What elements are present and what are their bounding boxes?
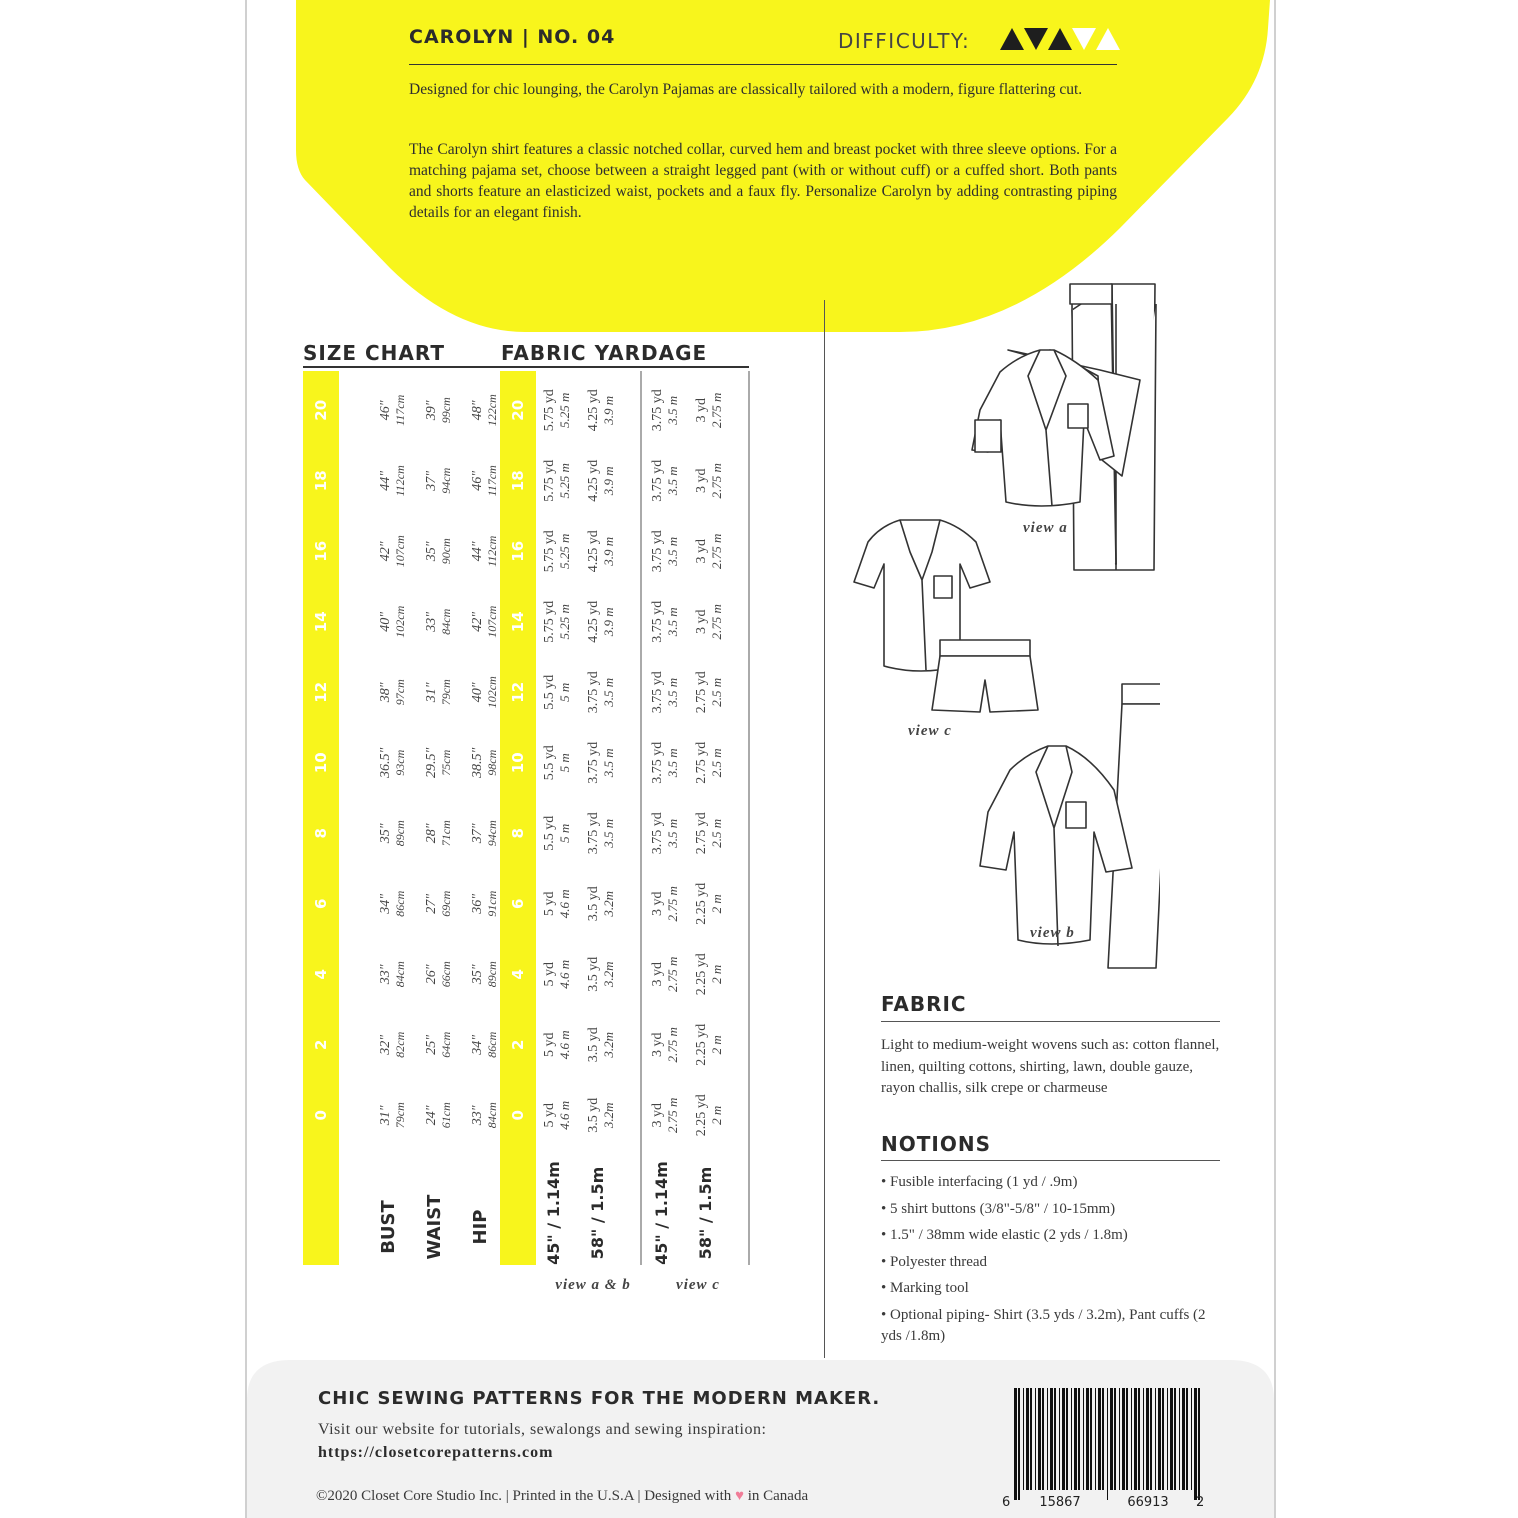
yardage-yd: 5.75 yd: [542, 600, 557, 643]
yardage-m: 2.5 m: [709, 677, 724, 707]
barcode-bar: [1059, 1388, 1060, 1490]
yardage-m: 2.75 m: [665, 1027, 680, 1063]
measurement-in: 32": [378, 1034, 393, 1055]
yardage-yd: 3.75 yd: [650, 741, 665, 784]
yardage-m: 4.6 m: [557, 959, 572, 989]
view-a-label: view a: [1023, 520, 1068, 536]
barcode-bar: [1134, 1388, 1137, 1490]
measurement-in: 34": [470, 1034, 485, 1055]
measurement-in: 46": [378, 400, 393, 421]
measurement-in: 44": [378, 470, 393, 491]
barcode-bar: [1182, 1388, 1185, 1490]
measurement-in: 34": [378, 893, 393, 914]
measurement-cm: 89cm: [393, 820, 407, 847]
yardage-m: 3.5 m: [665, 466, 680, 496]
measurement-in: 42": [470, 611, 485, 632]
barcode-bar: [1110, 1388, 1113, 1490]
yardage-yellow-band: [500, 371, 536, 1265]
yardage-m: 2.75 m: [709, 392, 724, 428]
measurement-cm: 86cm: [393, 890, 407, 917]
measurement-in: 46": [470, 470, 485, 491]
yardage-yd: 3.75 yd: [586, 812, 601, 855]
size-label-14: 14: [312, 611, 330, 633]
footer-tagline: CHIC SEWING PATTERNS FOR THE MODERN MAKER.: [318, 1388, 881, 1409]
measurement-cm: 82cm: [393, 1031, 407, 1058]
copyright-location: in Canada: [743, 1488, 809, 1504]
heart-icon: ♥: [735, 1488, 744, 1504]
measurement-in: 24": [424, 1105, 439, 1126]
size-label-8: 8: [509, 828, 527, 839]
yardage-m: 2 m: [709, 1035, 724, 1055]
yardage-m: 3.2m: [601, 1031, 616, 1058]
measurement-cm: 84cm: [439, 608, 453, 635]
yardage-yd: 2.25 yd: [694, 882, 709, 925]
yardage-yd: 3 yd: [650, 962, 665, 987]
measurement-in: 33": [424, 611, 439, 632]
size-label-16: 16: [312, 540, 330, 562]
difficulty-label: DIFFICULTY:: [838, 29, 971, 53]
yardage-yd: 5.5 yd: [542, 745, 557, 781]
yardage-m: 5.25 m: [557, 533, 572, 569]
measurement-cm: 99cm: [439, 397, 453, 424]
barcode-digits: 15867: [1039, 1495, 1081, 1510]
yardage-yd: 5.5 yd: [542, 674, 557, 710]
measurement-cm: 90cm: [439, 538, 453, 565]
yardage-m: 2.75 m: [665, 956, 680, 992]
yardage-yd: 5.75 yd: [542, 389, 557, 432]
notion-item: • Polyester thread: [881, 1253, 988, 1270]
notion-item: • Fusible interfacing (1 yd / .9m): [881, 1174, 1078, 1190]
yardage-yd: 3.75 yd: [650, 459, 665, 502]
measurement-cm: 112cm: [485, 535, 499, 567]
measurement-cm: 122cm: [485, 394, 499, 427]
yardage-yd: 2.25 yd: [694, 953, 709, 996]
measurement-cm: 75cm: [439, 749, 453, 776]
yardage-yd: 2.75 yd: [694, 741, 709, 784]
barcode-bar: [1071, 1388, 1072, 1490]
yardage-yd: 3.5 yd: [586, 956, 601, 992]
measurement-cm: 89cm: [485, 961, 499, 988]
yardage-m: 4.6 m: [557, 1030, 572, 1060]
measurement-in: 37": [470, 823, 485, 844]
yardage-m: 3.2m: [601, 1102, 616, 1129]
measurement-in: 35": [470, 964, 485, 985]
measurement-in: 35": [378, 823, 393, 844]
yardage-m: 2.5 m: [709, 748, 724, 778]
barcode-bar: [1114, 1388, 1116, 1490]
measurement-in: 31": [378, 1105, 393, 1126]
size-label-18: 18: [312, 470, 330, 492]
measurement-cm: 102cm: [393, 605, 407, 638]
size-label-2: 2: [509, 1039, 527, 1050]
yardage-yd: 3 yd: [650, 1103, 665, 1128]
fabric-width-label: 45" / 1.14m: [652, 1161, 671, 1265]
difficulty-triangle-2: [1024, 28, 1048, 50]
difficulty-triangle-5: [1096, 28, 1120, 50]
yardage-m: 2.5 m: [709, 818, 724, 848]
column-divider: [824, 300, 825, 1358]
fabric-width-label: 58" / 1.5m: [588, 1166, 607, 1260]
yardage-yd: 3 yd: [650, 1032, 665, 1057]
barcode-bar: [1107, 1388, 1108, 1500]
yardage-yd: 4.25 yd: [586, 389, 601, 432]
yardage-m: 2 m: [709, 1105, 724, 1125]
barcode-bar: [1047, 1388, 1048, 1490]
barcode-bar: [1131, 1388, 1132, 1490]
yardage-m: 3.5 m: [665, 748, 680, 778]
measurement-in: 44": [470, 541, 485, 562]
yardage-yd: 3.75 yd: [586, 741, 601, 784]
yardage-view-label: view c: [676, 1277, 720, 1293]
size-label-20: 20: [312, 399, 330, 421]
size-label-2: 2: [312, 1039, 330, 1050]
yardage-yd: 3.5 yd: [586, 886, 601, 922]
yardage-yd: 3.75 yd: [650, 389, 665, 432]
size-row-label: HIP: [470, 1209, 491, 1245]
yardage-view-label: view a & b: [555, 1277, 631, 1293]
measurement-in: 33": [378, 964, 393, 985]
yardage-m: 3.5 m: [601, 818, 616, 848]
copyright-text: ©2020 Closet Core Studio Inc. | Printed in the U.S.A | Designed with: [316, 1488, 736, 1504]
size-chart-heading: SIZE CHART: [303, 341, 446, 365]
yardage-yd: 5.75 yd: [542, 459, 557, 502]
yardage-m: 2.75 m: [665, 1097, 680, 1133]
measurement-cm: 66cm: [439, 961, 453, 988]
measurement-cm: 98cm: [485, 749, 499, 776]
measurement-in: 37": [424, 470, 439, 491]
barcode-bar: [1138, 1388, 1140, 1490]
notions-list: [881, 1172, 1226, 1353]
yardage-yd: 3.75 yd: [650, 600, 665, 643]
title-rule: [409, 64, 1117, 65]
yardage-m: 3.5 m: [665, 818, 680, 848]
yardage-yd: 5.5 yd: [542, 815, 557, 851]
yardage-yd: 2.25 yd: [694, 1094, 709, 1137]
size-label-10: 10: [312, 752, 330, 774]
barcode: [1000, 1388, 1205, 1513]
yardage-yd: 2.75 yd: [694, 671, 709, 714]
yardage-yd: 3.75 yd: [650, 812, 665, 855]
measurement-cm: 61cm: [439, 1102, 453, 1129]
yardage-m: 3.5 m: [665, 536, 680, 566]
barcode-bar: [1102, 1388, 1104, 1490]
website-link[interactable]: https://closetcorepatterns.com: [318, 1444, 554, 1461]
barcode-bar: [1030, 1388, 1032, 1490]
fabric-width-label: 45" / 1.14m: [544, 1161, 563, 1265]
measurement-in: 38.5": [470, 747, 485, 778]
measurement-in: 29.5": [424, 747, 439, 778]
notions-heading: NOTIONS: [881, 1132, 991, 1156]
size-label-4: 4: [509, 969, 527, 980]
notion-item: • 1.5" / 38mm wide elastic (2 yds / 1.8m): [881, 1227, 1128, 1243]
measurement-in: 36.5": [378, 747, 393, 778]
yardage-yd: 5.75 yd: [542, 530, 557, 573]
yardage-m: 2.75 m: [665, 886, 680, 922]
fabric-description: Light to medium-weight wovens such as: cotton flannel, linen, quilting cottons, shirting, lawn, double gauze, rayon challis, silk crepe or charmeuse: [881, 1037, 1220, 1096]
barcode-bar: [1143, 1388, 1144, 1490]
yardage-yd: 4.25 yd: [586, 600, 601, 643]
fabric-rule: [881, 1021, 1220, 1022]
footer-visit-text: Visit our website for tutorials, sewalongs and sewing inspiration:: [318, 1421, 767, 1438]
table-heading-rule: [303, 366, 749, 368]
measurement-cm: 94cm: [485, 820, 499, 847]
yardage-yd: 3 yd: [694, 398, 709, 423]
yardage-m: 5 m: [557, 753, 572, 773]
measurement-cm: 94cm: [439, 467, 453, 494]
yardage-m: 3.5 m: [601, 677, 616, 707]
size-row-label: WAIST: [424, 1194, 445, 1260]
barcode-bar: [1162, 1388, 1164, 1490]
measurement-in: 28": [424, 823, 439, 844]
measurement-in: 38": [378, 682, 393, 703]
yardage-m: 3.2m: [601, 890, 616, 917]
measurement-in: 42": [378, 541, 393, 562]
barcode-digits: 6: [1002, 1495, 1011, 1510]
difficulty-rating: [1000, 26, 1120, 52]
barcode-bar: [1167, 1388, 1168, 1490]
measurement-in: 33": [470, 1105, 485, 1126]
size-label-14: 14: [509, 611, 527, 633]
barcode-bar: [1066, 1388, 1068, 1490]
yardage-yd: 3 yd: [694, 468, 709, 493]
yardage-m: 3.9 m: [601, 395, 616, 425]
size-label-0: 0: [312, 1110, 330, 1121]
description-paragraph-1: Designed for chic lounging, the Carolyn Pajamas are classically tailored with a modern, figure flattering cut.: [409, 81, 1083, 98]
yardage-m: 3.2m: [601, 961, 616, 988]
yardage-m: 5.25 m: [557, 604, 572, 640]
yardage-m: 3.5 m: [665, 677, 680, 707]
view-b-shirt-illustration: [980, 746, 1132, 946]
size-label-16: 16: [509, 540, 527, 562]
measurement-cm: 64cm: [439, 1031, 453, 1058]
barcode-bar: [1054, 1388, 1056, 1490]
size-chart-yellow-band: [303, 371, 339, 1265]
yardage-m: 3.5 m: [665, 395, 680, 425]
fabric-width-label: 58" / 1.5m: [696, 1166, 715, 1260]
yardage-yd: 3 yd: [694, 539, 709, 564]
fabric-yardage-heading: FABRIC YARDAGE: [501, 341, 708, 365]
copyright-line: [316, 1488, 808, 1505]
notion-item: • Optional piping- Shirt (3.5 yds / 3.2m), Pant cuffs (2 yds /1.8m): [881, 1306, 1206, 1344]
barcode-bar: [1158, 1388, 1161, 1490]
yardage-yd: 3.5 yd: [586, 1027, 601, 1063]
size-label-4: 4: [312, 969, 330, 980]
measurement-cm: 71cm: [439, 820, 453, 847]
pattern-title: CAROLYN | NO. 04: [409, 26, 616, 48]
barcode-bar: [1155, 1388, 1156, 1490]
barcode-bar: [1038, 1388, 1041, 1490]
measurement-cm: 117cm: [485, 465, 499, 497]
measurement-cm: 79cm: [439, 679, 453, 706]
barcode-bar: [1018, 1388, 1020, 1500]
yardage-yd: 3 yd: [694, 609, 709, 634]
view-c-shorts-illustration: [932, 640, 1038, 712]
barcode-bar: [1083, 1388, 1084, 1490]
yardage-m: 3.9 m: [601, 607, 616, 637]
yardage-yd: 5 yd: [542, 891, 557, 916]
yardage-m: 5 m: [557, 682, 572, 702]
yardage-m: 4.6 m: [557, 1100, 572, 1130]
barcode-bar: [1062, 1388, 1065, 1490]
measurement-cm: 84cm: [485, 1102, 499, 1129]
notion-item: • 5 shirt buttons (3/8"-5/8" / 10-15mm): [881, 1200, 1116, 1217]
barcode-bar: [1179, 1388, 1180, 1490]
yardage-m: 5.25 m: [557, 392, 572, 428]
size-and-yardage-table: [303, 371, 753, 1301]
yardage-yd: 5 yd: [542, 962, 557, 987]
measurement-in: 40": [378, 611, 393, 632]
size-label-20: 20: [509, 399, 527, 421]
measurement-cm: 107cm: [393, 535, 407, 568]
measurement-in: 48": [470, 400, 485, 421]
yardage-yd: 2.75 yd: [694, 812, 709, 855]
barcode-bar: [1194, 1388, 1197, 1500]
view-b-label: view b: [1030, 925, 1075, 941]
yardage-yd: 3.5 yd: [586, 1097, 601, 1133]
barcode-bar: [1119, 1388, 1120, 1490]
size-label-6: 6: [312, 898, 330, 909]
barcode-bar: [1086, 1388, 1089, 1490]
notion-item: • Marking tool: [881, 1280, 969, 1296]
measurement-cm: 102cm: [485, 676, 499, 709]
barcode-bar: [1023, 1388, 1024, 1490]
size-label-12: 12: [312, 681, 330, 703]
yardage-m: 2.75 m: [709, 533, 724, 569]
measurement-cm: 107cm: [485, 605, 499, 638]
measurement-cm: 97cm: [393, 679, 407, 706]
yardage-yd: 3.75 yd: [650, 530, 665, 573]
measurement-cm: 69cm: [439, 890, 453, 917]
yardage-m: 5 m: [557, 823, 572, 843]
view-c-label: view c: [908, 723, 952, 739]
yardage-m: 2 m: [709, 964, 724, 984]
yardage-yd: 5 yd: [542, 1103, 557, 1128]
barcode-bar: [1186, 1388, 1188, 1490]
notions-rule: [881, 1160, 1220, 1161]
barcode-bar: [1090, 1388, 1092, 1490]
barcode-bar: [1035, 1388, 1036, 1490]
yardage-m: 5.25 m: [557, 463, 572, 499]
measurement-in: 25": [424, 1034, 439, 1055]
yardage-m: 3.5 m: [665, 607, 680, 637]
garment-illustrations: [840, 280, 1160, 980]
barcode-bar: [1174, 1388, 1176, 1490]
measurement-cm: 79cm: [393, 1102, 407, 1129]
measurement-in: 27": [424, 893, 439, 914]
size-label-12: 12: [509, 681, 527, 703]
barcode-bar: [1050, 1388, 1053, 1490]
barcode-bar: [1014, 1388, 1017, 1500]
yardage-m: 2.75 m: [709, 604, 724, 640]
difficulty-triangle-4: [1072, 28, 1096, 50]
size-label-18: 18: [509, 470, 527, 492]
yardage-m: 3.5 m: [601, 748, 616, 778]
barcode-bar: [1198, 1388, 1200, 1500]
difficulty-triangle-1: [1000, 28, 1024, 50]
description-paragraph-2: The Carolyn shirt features a classic notched collar, curved hem and breast pocket with three sleeve options. For a matching pajama set, choose between a straight legged pant (with or without cuff) or a cuffed short. Both pants and shorts feature an elasticized waist, pockets and a faux fly. Personalize Carolyn by adding contrasting piping details for an elegant finish.: [409, 141, 1117, 221]
measurement-in: 40": [470, 682, 485, 703]
measurement-cm: 117cm: [393, 394, 407, 426]
size-label-8: 8: [312, 828, 330, 839]
measurement-in: 39": [424, 400, 439, 421]
yardage-yd: 3.75 yd: [650, 671, 665, 714]
size-row-label: BUST: [378, 1200, 399, 1254]
measurement-in: 36": [470, 893, 485, 914]
yardage-yd: 2.25 yd: [694, 1023, 709, 1066]
barcode-bar: [1074, 1388, 1077, 1490]
size-label-10: 10: [509, 752, 527, 774]
barcode-bar: [1026, 1388, 1029, 1490]
yardage-yd: 4.25 yd: [586, 459, 601, 502]
barcode-bar: [1146, 1388, 1149, 1490]
barcode-bar: [1098, 1388, 1101, 1490]
measurement-cm: 112cm: [393, 465, 407, 497]
measurement-cm: 86cm: [485, 1031, 499, 1058]
measurement-cm: 84cm: [393, 961, 407, 988]
barcode-bar: [1191, 1388, 1192, 1490]
barcode-digits: 2: [1196, 1495, 1205, 1510]
yardage-m: 2 m: [709, 894, 724, 914]
barcode-bar: [1095, 1388, 1096, 1490]
yardage-m: 3.9 m: [601, 466, 616, 496]
fabric-heading: FABRIC: [881, 992, 967, 1016]
yardage-yd: 4.25 yd: [586, 530, 601, 573]
measurement-cm: 93cm: [393, 749, 407, 776]
barcode-digits: 66913: [1127, 1495, 1169, 1510]
barcode-bar: [1042, 1388, 1044, 1490]
barcode-bar: [1170, 1388, 1173, 1490]
barcode-bar: [1122, 1388, 1125, 1490]
yardage-m: 3.9 m: [601, 536, 616, 566]
yardage-yd: 3 yd: [650, 891, 665, 916]
measurement-in: 35": [424, 541, 439, 562]
yardage-m: 2.75 m: [709, 463, 724, 499]
measurement-cm: 91cm: [485, 890, 499, 917]
size-label-6: 6: [509, 898, 527, 909]
measurement-in: 26": [424, 964, 439, 985]
measurement-in: 31": [424, 682, 439, 703]
barcode-bar: [1150, 1388, 1152, 1490]
yardage-yd: 5 yd: [542, 1032, 557, 1057]
barcode-bar: [1126, 1388, 1128, 1490]
barcode-bar: [1078, 1388, 1080, 1490]
yardage-yd: 3.75 yd: [586, 671, 601, 714]
size-label-0: 0: [509, 1110, 527, 1121]
yardage-m: 4.6 m: [557, 889, 572, 919]
difficulty-triangle-3: [1048, 28, 1072, 50]
